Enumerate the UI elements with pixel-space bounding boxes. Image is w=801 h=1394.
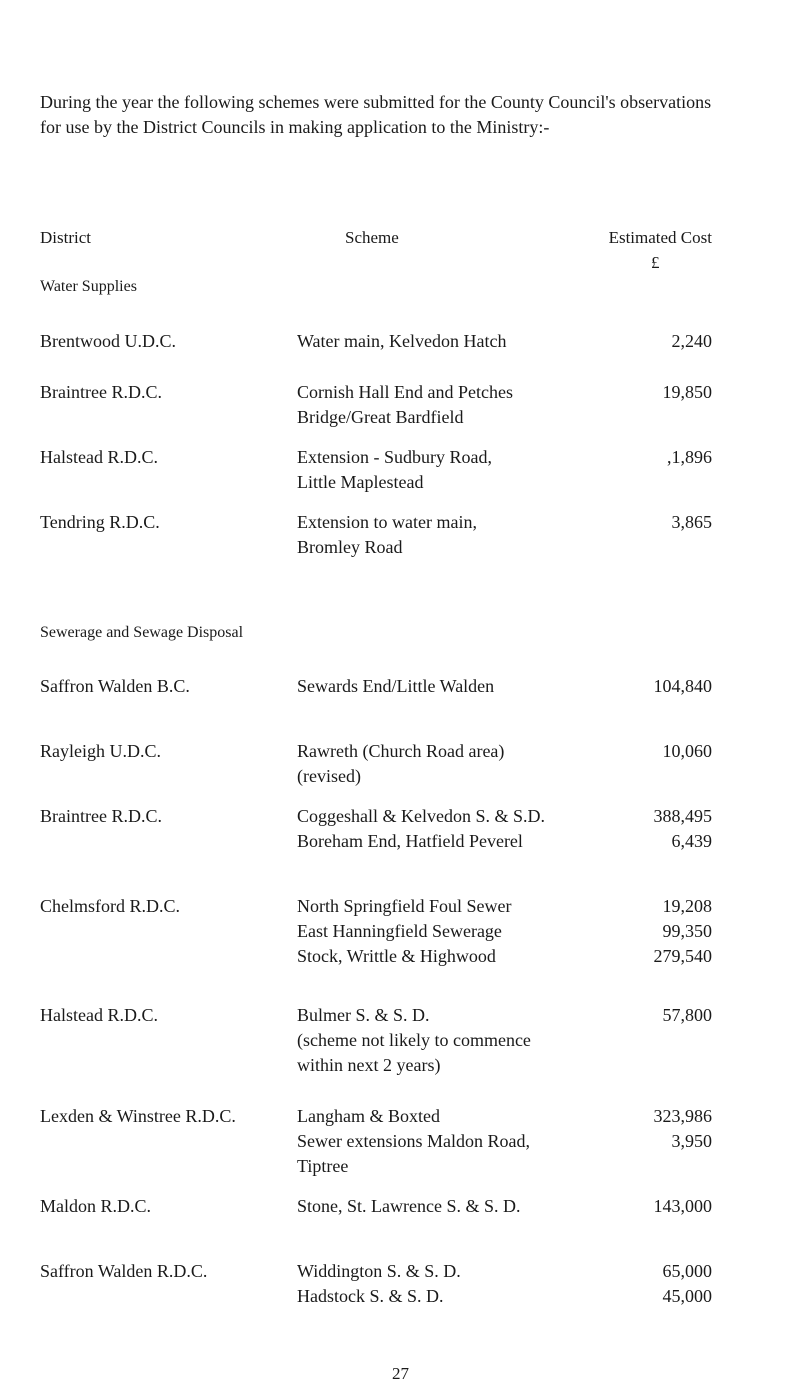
district-name: Chelmsford R.D.C.: [40, 896, 181, 916]
district-name: Halstead R.D.C.: [40, 447, 158, 467]
estimated-cost: 388,495: [653, 806, 712, 826]
estimated-cost: ,1,896: [667, 447, 712, 467]
scheme-name: Bulmer S. & S. D.: [297, 1005, 430, 1025]
scheme-name: Stone, St. Lawrence S. & S. D.: [297, 1196, 521, 1216]
district-name: Tendring R.D.C.: [40, 512, 160, 532]
scheme-name: Widdington S. & S. D.: [297, 1261, 461, 1281]
scheme-name: Little Maplestead: [297, 472, 424, 492]
scheme-name: East Hanningfield Sewerage: [297, 921, 502, 941]
estimated-cost: 2,240: [671, 331, 712, 351]
scheme-name: Coggeshall & Kelvedon S. & S.D.: [297, 806, 545, 826]
district-name: Rayleigh U.D.C.: [40, 741, 161, 761]
scheme-name: Tiptree: [297, 1156, 349, 1176]
scheme-name: Cornish Hall End and Petches: [297, 382, 513, 402]
estimated-cost: 279,540: [653, 946, 712, 966]
district-name: Maldon R.D.C.: [40, 1196, 152, 1216]
scheme-name: Sewards End/Little Walden: [297, 676, 495, 696]
district-name: Saffron Walden B.C.: [40, 676, 190, 696]
district-name: Braintree R.D.C.: [40, 382, 162, 402]
scheme-name: Bridge/Great Bardfield: [297, 407, 464, 427]
scheme-name: Hadstock S. & S. D.: [297, 1286, 444, 1306]
estimated-cost: 10,060: [662, 741, 712, 761]
scheme-name: Extension to water main,: [297, 512, 477, 532]
district-name: Halstead R.D.C.: [40, 1005, 158, 1025]
scheme-name: Bromley Road: [297, 537, 403, 557]
section-title-water: Water Supplies: [40, 278, 137, 295]
estimated-cost: 323,986: [653, 1106, 712, 1126]
scheme-name: Rawreth (Church Road area): [297, 741, 505, 761]
currency-symbol: £: [651, 253, 660, 272]
column-header-cost: Estimated Cost: [608, 228, 712, 247]
estimated-cost: 3,950: [671, 1131, 712, 1151]
scheme-name: Sewer extensions Maldon Road,: [297, 1131, 530, 1151]
scheme-name: Boreham End, Hatfield Peverel: [297, 831, 523, 851]
section-title-sewerage: Sewerage and Sewage Disposal: [40, 624, 244, 641]
scheme-name: Stock, Writtle & Highwood: [297, 946, 496, 966]
estimated-cost: 3,865: [671, 512, 712, 532]
scheme-name: North Springfield Foul Sewer: [297, 896, 512, 916]
column-header-scheme: Scheme: [345, 228, 399, 247]
estimated-cost: 19,208: [662, 896, 712, 916]
scheme-name: within next 2 years): [297, 1055, 441, 1075]
estimated-cost: 19,850: [662, 382, 712, 402]
estimated-cost: 65,000: [662, 1261, 712, 1281]
estimated-cost: 104,840: [653, 676, 712, 696]
district-name: Lexden & Winstree R.D.C.: [40, 1106, 236, 1126]
scheme-name: Langham & Boxted: [297, 1106, 440, 1126]
scheme-name: (scheme not likely to commence: [297, 1030, 531, 1050]
district-name: Saffron Walden R.D.C.: [40, 1261, 208, 1281]
scheme-name: Extension - Sudbury Road,: [297, 447, 492, 467]
estimated-cost: 143,000: [653, 1196, 712, 1216]
estimated-cost: 57,800: [662, 1005, 712, 1025]
district-name: Braintree R.D.C.: [40, 806, 162, 826]
intro-paragraph: During the year the following schemes were submitted for the County Council's observations for use by the District Councils in making application to the Ministry:-: [40, 92, 712, 137]
estimated-cost: 6,439: [671, 831, 712, 851]
estimated-cost: 99,350: [662, 921, 712, 941]
scheme-name: (revised): [297, 766, 361, 786]
column-header-district: District: [40, 228, 91, 247]
district-name: Brentwood U.D.C.: [40, 331, 176, 351]
scheme-name: Water main, Kelvedon Hatch: [297, 331, 507, 351]
page-number: 27: [392, 1364, 409, 1383]
estimated-cost: 45,000: [662, 1286, 712, 1306]
